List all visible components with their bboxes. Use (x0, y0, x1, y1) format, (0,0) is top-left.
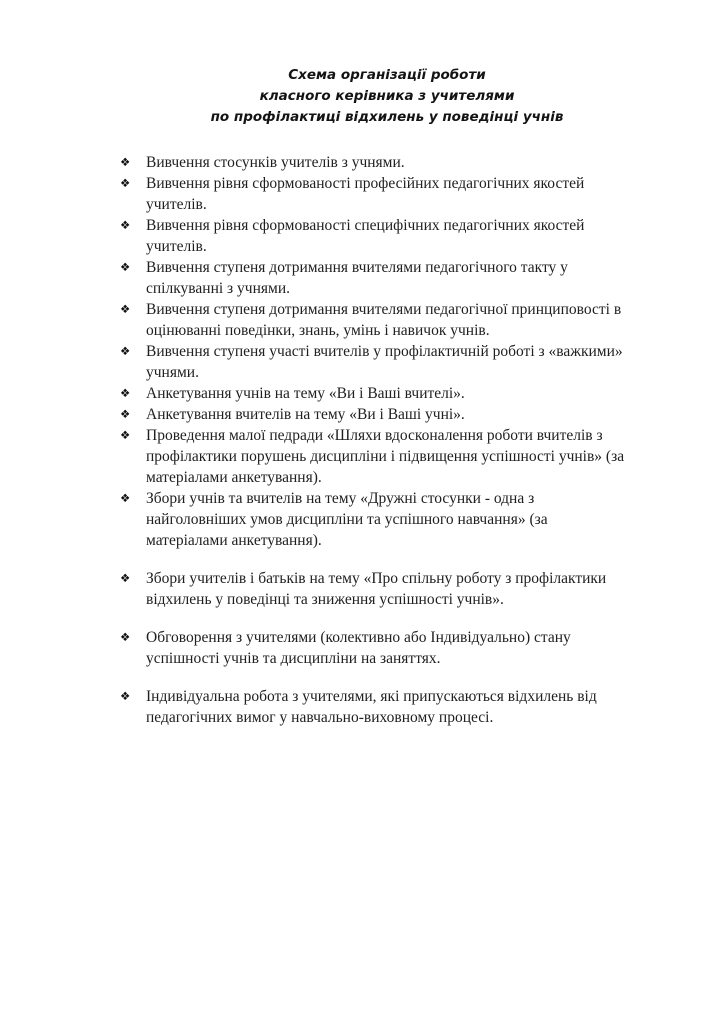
list-item-text: Обговорення з учителями (колективно або Індивідуально) стану успішності учнів та дисципліни на заняттях. (146, 629, 571, 667)
list-item-text: Вивчення рівня сформованості специфічних педагогічних якостей учителів. (146, 217, 585, 255)
list-item-text: Збори учителів і батьків на тему «Про спільну роботу з профілактики відхилень у поведінці та зниження успішності учнів». (146, 570, 607, 608)
list-item (122, 152, 652, 173)
list-item-text: Вивчення стосунків учителів з учнями. (146, 154, 405, 171)
list-item-text: Вивчення ступеня участі вчителів у профілактичній роботі з «важкими» учнями. (146, 343, 623, 381)
list-item-text: Проведення малої педради «Шляхи вдосконалення роботи вчителів з профілактики порушень дисципліни і підвищення успішності учнів» (за матеріалами анкетування). (146, 427, 625, 486)
list-item (122, 383, 652, 404)
list-item-text: Індивідуальна робота з учителями, які припускаються відхилень від педагогічних вимог у навчально-виховному процесі. (146, 688, 597, 726)
diamond-bullet-icon: ❖ (120, 407, 131, 421)
list-item (122, 627, 652, 669)
list-item (122, 404, 652, 425)
list-item-text: Вивчення ступеня дотримання вчителями педагогічного такту у спілкуванні з учнями. (146, 259, 568, 297)
list-item-text: Збори учнів та вчителів на тему «Дружні стосунки - одна з найголовніших умов дисципліни та успішного навчання» (за матеріалами анкетування). (146, 490, 548, 549)
diamond-bullet-icon: ❖ (120, 260, 131, 274)
list-item-text: Анкетування учнів на тему «Ви і Ваші вчителі». (146, 385, 465, 402)
list-item-text: Анкетування вчителів на тему «Ви і Ваші учні». (146, 406, 465, 423)
list-item (122, 686, 652, 728)
diamond-bullet-icon: ❖ (120, 176, 131, 190)
list-item (122, 341, 652, 383)
diamond-bullet-icon: ❖ (120, 630, 131, 644)
list-item (122, 488, 652, 551)
list-item (122, 173, 652, 215)
diamond-bullet-icon: ❖ (120, 689, 131, 703)
diamond-bullet-icon: ❖ (120, 302, 131, 316)
list-item (122, 257, 652, 299)
diamond-bullet-icon: ❖ (120, 491, 131, 505)
diamond-bullet-icon: ❖ (120, 386, 131, 400)
title-line-1: Схема організації роботи (288, 67, 486, 83)
diamond-bullet-icon: ❖ (120, 571, 131, 585)
list-item (122, 425, 652, 488)
list-item (122, 299, 652, 341)
title-line-2: класного керівника з учителями (259, 88, 515, 104)
list-item-text: Вивчення ступеня дотримання вчителями педагогічної принциповості в оцінюванні поведінки, знань, умінь і навичок учнів. (146, 301, 622, 339)
bullet-list (122, 152, 652, 728)
list-item (122, 215, 652, 257)
document-title (122, 65, 652, 128)
diamond-bullet-icon: ❖ (120, 155, 131, 169)
list-item-text: Вивчення рівня сформованості професійних педагогічних якостей учителів. (146, 175, 585, 213)
diamond-bullet-icon: ❖ (120, 218, 131, 232)
diamond-bullet-icon: ❖ (120, 428, 131, 442)
title-line-3: по профілактиці відхилень у поведінці учнів (210, 109, 564, 125)
diamond-bullet-icon: ❖ (120, 344, 131, 358)
list-item (122, 568, 652, 610)
